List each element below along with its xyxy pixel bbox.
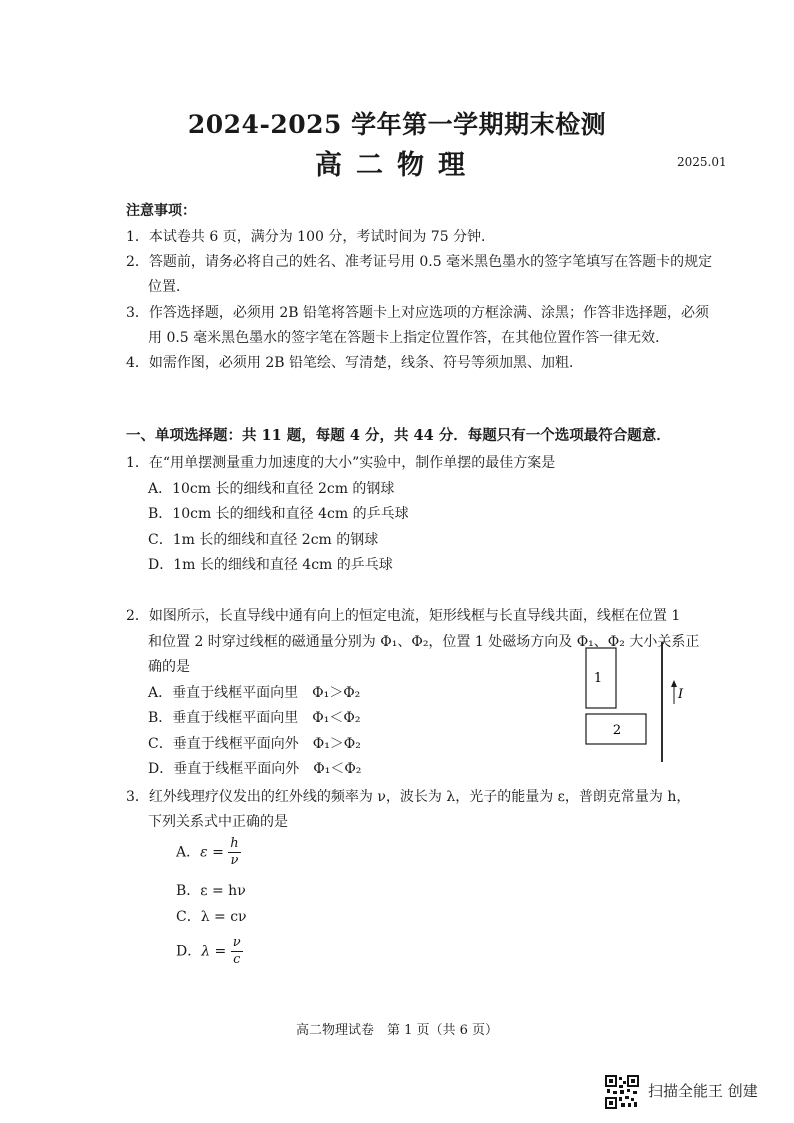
box1-label: 1 (593, 671, 603, 686)
current-arrowhead-icon (671, 680, 677, 687)
q3-option-c: C．λ = cν (176, 909, 247, 925)
q1-option-c: C．1m 长的细线和直径 2cm 的钢球 (148, 532, 379, 548)
q3-option-d (176, 935, 243, 968)
notice-item: 位置． (148, 279, 190, 295)
subject-title: 高二物理 (315, 150, 479, 181)
page-footer: 高二物理试卷 第 1 页（共 6 页） (295, 1023, 499, 1038)
notice-item: 用 0.5 毫米黑色墨水的签字笔在答题卡上指定位置作答，在其他位置作答一律无效． (148, 330, 670, 346)
q1-option-b: B．10cm 长的细线和直径 4cm 的乒乓球 (148, 506, 409, 522)
q1-option-a: A．10cm 长的细线和直径 2cm 的钢球 (148, 481, 395, 497)
q3-option-a (176, 836, 241, 869)
section-heading: 一、单项选择题：共 11 题，每题 4 分，共 44 分．每题只有一个选项最符合题意． (126, 427, 671, 444)
q3-option-a-fraction (228, 836, 240, 869)
fraction-numerator: h (230, 836, 239, 851)
scanner-watermark: 扫描全能王 创建 (648, 1082, 758, 1100)
q3-option-a-prefix: A． (176, 844, 201, 861)
q3-stem-line: 3．红外线理疗仪发出的红外线的频率为 ν，波长为 λ，光子的能量为 ε，普朗克常量为 h， (126, 789, 691, 805)
qr-code-icon (605, 1075, 639, 1109)
exam-title: 2024-2025 学年第一学期期末检测 (187, 110, 607, 139)
fraction-numerator: ν (232, 935, 241, 950)
q3-option-b: B．ε = hν (176, 883, 246, 899)
q2-figure (580, 640, 690, 770)
q2-option-c: C．垂直于线框平面向外 Φ₁＞Φ₂ (148, 736, 361, 752)
q2-option-b: B．垂直于线框平面向里 Φ₁＜Φ₂ (148, 710, 361, 726)
q2-option-d: D．垂直于线框平面向外 Φ₁＜Φ₂ (148, 761, 362, 777)
q3-stem-line: 下列关系式中正确的是 (148, 814, 288, 830)
notice-item: 2．答题前，请务必将自己的姓名、准考证号用 0.5 毫米黑色墨水的签字笔填写在答题卡的规定 (126, 254, 713, 270)
current-label: I (678, 687, 684, 702)
q2-stem-line: 确的是 (148, 659, 190, 675)
q2-stem-line: 和位置 2 时穿过线框的磁通量分别为 Φ₁、Φ₂，位置 1 处磁场方向及 Φ₁、Φ₂ 大小关系正 (148, 634, 700, 650)
q3-option-a-lhs: ε = (200, 844, 224, 861)
q1-option-d: D．1m 长的细线和直径 4cm 的乒乓球 (148, 557, 393, 573)
q2-option-a: A．垂直于线框平面向里 Φ₁＞Φ₂ (148, 685, 361, 701)
q1-stem: 1．在“用单摆测量重力加速度的大小”实验中，制作单摆的最佳方案是 (126, 455, 556, 471)
q3-option-d-fraction (231, 935, 243, 968)
notice-heading: 注意事项： (126, 203, 196, 219)
fraction-denominator: c (233, 952, 241, 967)
notice-item: 1．本试卷共 6 页，满分为 100 分，考试时间为 75 分钟． (126, 229, 496, 245)
fraction-denominator: ν (230, 853, 239, 868)
exam-date: 2025.01 (677, 155, 727, 169)
q3-option-d-prefix: D． (176, 943, 202, 960)
box2-label: 2 (612, 723, 622, 738)
q3-option-d-lhs: λ = (201, 943, 227, 960)
notice-item: 4．如需作图，必须用 2B 铅笔绘、写清楚，线条、符号等须加黑、加粗． (126, 355, 584, 371)
q2-stem-line: 2．如图所示，长直导线中通有向上的恒定电流，矩形线框与长直导线共面，线框在位置 1 (126, 608, 681, 624)
notice-item: 3．作答选择题，必须用 2B 铅笔将答题卡上对应选项的方框涂满、涂黑；作答非选择题，必须 (126, 305, 710, 321)
